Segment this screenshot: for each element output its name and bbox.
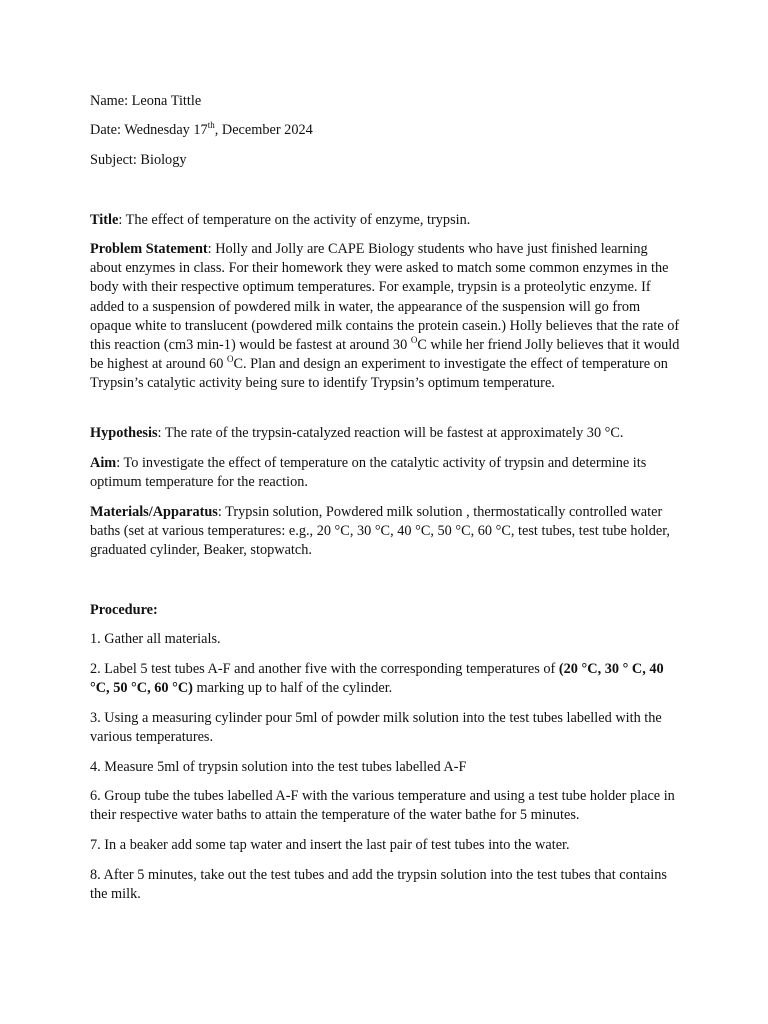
problem-text-1: : Holly and Jolly are CAPE Biology students who have just finished learning about enzymes in class. For their homework they were asked to match some common enzymes in the body with their respective optimum temperatures. For example, trypsin is a proteolytic enzyme. If added to a suspension of powdered milk in water, the appearance of the suspension will go from opaque white to translucent (powdered milk contains the protein casein.) Holly believes that the rate of this reaction (cm3 min-1) would be fastest at around 30 [90,241,680,354]
problem-text-3: C. Plan and design an experiment to investigate the effect of temperature on Trypsin’s catalytic activity being sure to identify Trypsin’s optimum temperature. [90,356,668,392]
degree-symbol-2: O [226,354,234,365]
procedure-heading: Procedure: [90,602,158,618]
hypothesis-text: : The rate of the trypsin-catalyzed reaction will be fastest at approximately 30 °C. [157,425,624,441]
materials-text: : Trypsin solution, Powdered milk solution , thermostatically controlled water baths (set at various temperatures: e.g., 20 °C, 30 °C, 40 °C, 50 °C, 60 °C, test tubes, test tube holder, graduated cylinder, Beaker, stopwatch. [90,504,670,559]
aim-label: Aim [90,455,117,471]
step-2-tail: marking up to half of the cylinder. [192,680,393,697]
procedure-step-4: 4. Measure 5ml of trypsin solution into the test tubes labelled A-F [90,759,467,775]
aim-text: : To investigate the effect of temperature on the catalytic activity of trypsin and determine its optimum temperature for the reaction. [90,455,647,491]
title-text: : The effect of temperature on the activity of enzyme, trypsin. [118,212,471,228]
problem-text-2: C while her friend Jolly believes that it would be highest at around 60 [90,337,680,373]
subject: Subject: Biology [90,152,187,168]
step-2-text: 2. Label 5 test tubes A-F and another five with the corresponding temperatures of [90,661,559,677]
title-section [90,211,680,230]
procedure-step-6: 6. Group tube the tubes labelled A-F with the various temperature and using a test tube holder place in their respective water baths to attain the temperature of the water bathe for 5 minutes. [90,788,675,824]
student-name: Name: Leona Tittle [90,93,202,109]
procedure-step-7: 7. In a beaker add some tap water and insert the last pair of test tubes into the water. [90,837,570,853]
materials-section [90,503,680,561]
procedure-step-2 [90,660,680,698]
procedure-step-8: 8. After 5 minutes, take out the test tubes and add the trypsin solution into the test tubes that contains the milk. [90,867,667,903]
aim-section [90,454,680,492]
problem-statement-section [90,240,680,394]
report-date [90,121,680,140]
procedure-step-1: 1. Gather all materials. [90,631,221,647]
date-text: Date: Wednesday 17 [90,122,208,138]
hypothesis-section [90,424,680,443]
hypothesis-label: Hypothesis [90,425,158,441]
problem-statement-label: Problem Statement [90,241,208,257]
date-rest: , December 2024 [214,122,313,138]
procedure-step-3: 3. Using a measuring cylinder pour 5ml of powder milk solution into the test tubes labelled with the various temperatures. [90,710,662,746]
title-label: Title [90,212,119,228]
step-2-temperatures: (20 °C, 30 ° C, 40 °C, 50 °C, 60 °C) [90,661,664,697]
degree-symbol-1: O [410,335,418,346]
materials-label: Materials/Apparatus [90,504,218,520]
date-ordinal: th [207,120,215,131]
